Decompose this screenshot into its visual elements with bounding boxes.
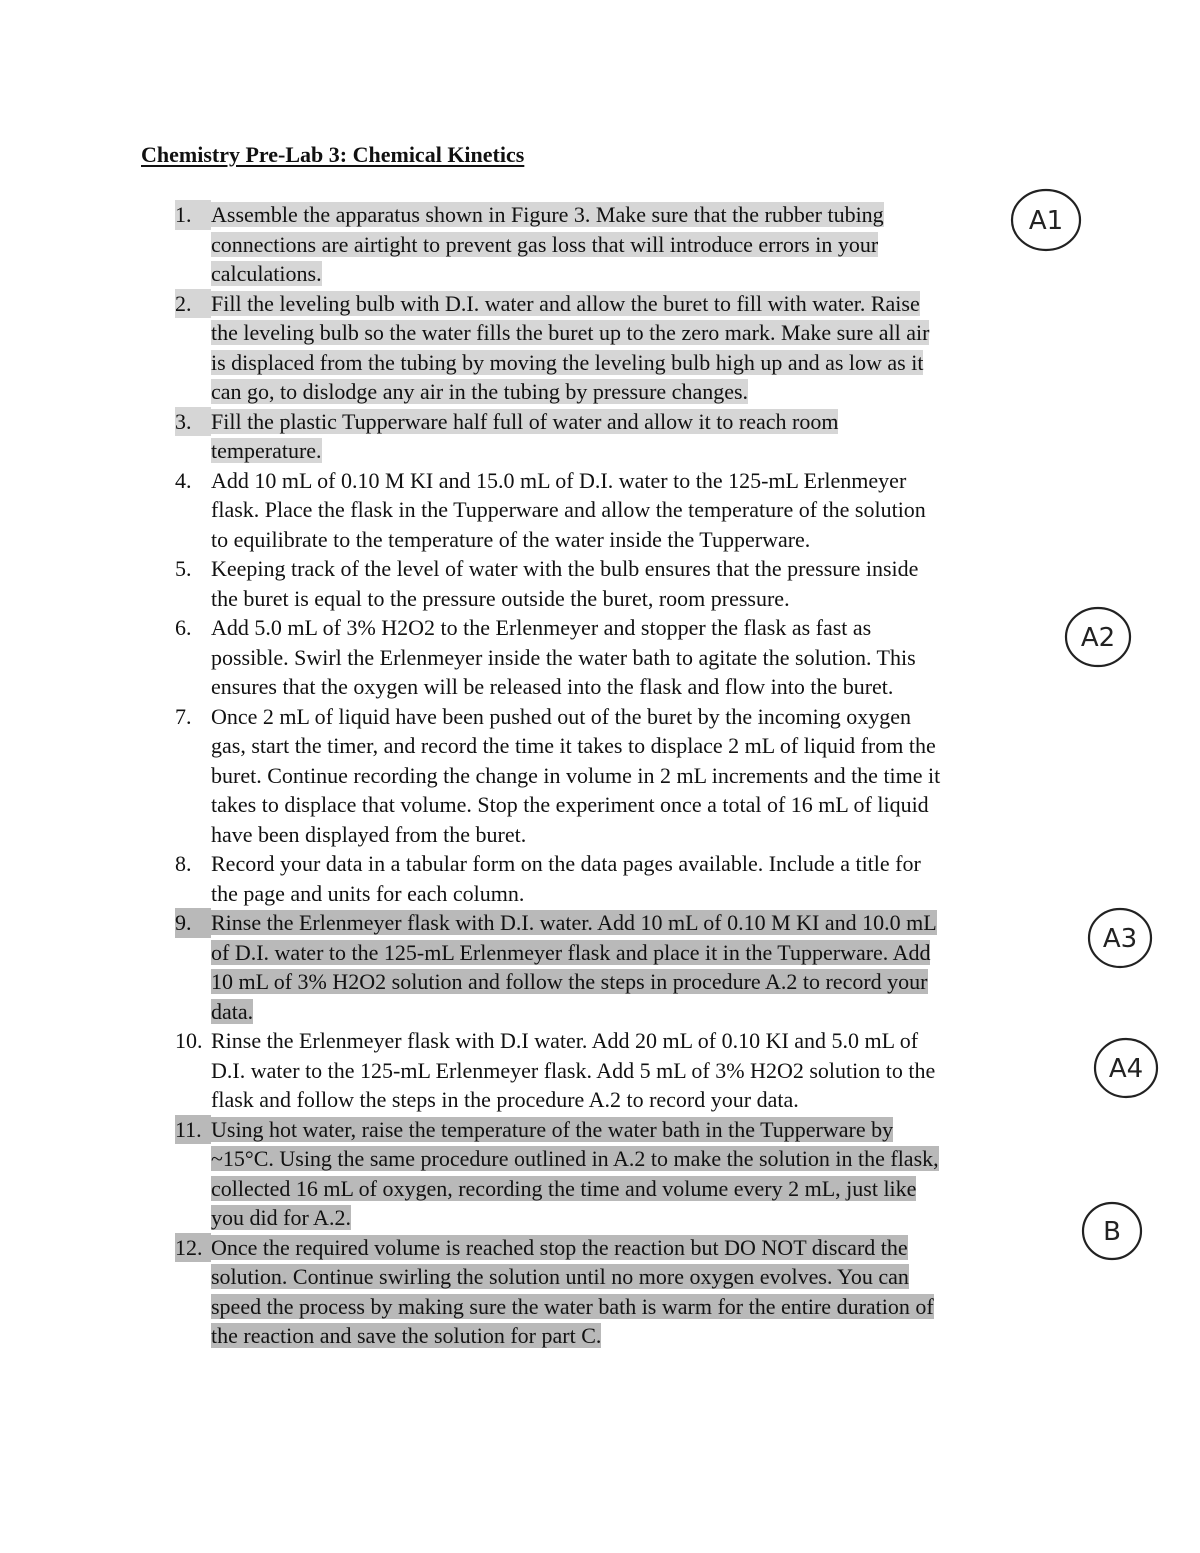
step-number: 10. xyxy=(175,1028,203,1053)
step-number: 9. xyxy=(175,908,211,938)
step-text xyxy=(211,613,1081,702)
step-line xyxy=(211,289,1081,319)
step-line xyxy=(211,790,1081,820)
step-line xyxy=(211,997,1081,1027)
step-line-text: D.I. water to the 125-mL Erlenmeyer flask. Add 5 mL of 3% H2O2 solution to the xyxy=(211,1057,936,1083)
step-line-text: speed the process by making sure the water bath is warm for the entire duration of xyxy=(211,1293,934,1319)
step-line xyxy=(211,643,1081,673)
step-line-text: the reaction and save the solution for part C. xyxy=(211,1323,602,1348)
step-text xyxy=(211,1026,1081,1115)
step-line-text: takes to displace that volume. Stop the experiment once a total of 16 mL of liquid xyxy=(211,792,929,817)
document-title: Chemistry Pre-Lab 3: Chemical Kinetics xyxy=(141,142,525,167)
step-line-text: Fill the plastic Tupperware half full of water and allow it to reach room xyxy=(211,408,839,434)
step-line-text: buret. Continue recording the change in volume in 2 mL increments and the time it xyxy=(211,762,941,788)
step-line xyxy=(211,259,1081,289)
step-text xyxy=(211,554,1081,613)
step-line xyxy=(211,348,1081,378)
step-line xyxy=(211,1026,1081,1056)
procedure-list xyxy=(0,200,1200,1351)
step-line xyxy=(211,879,1081,909)
step-line xyxy=(211,761,1081,791)
step-line xyxy=(211,1085,1081,1115)
step-line xyxy=(211,466,1081,496)
step-line-text: Once 2 mL of liquid have been pushed out of the buret by the incoming oxygen xyxy=(211,703,911,729)
procedure-step-4 xyxy=(0,466,1200,555)
step-text xyxy=(211,200,1081,289)
step-line xyxy=(211,820,1081,850)
step-line xyxy=(211,318,1081,348)
procedure-step-7 xyxy=(0,702,1200,850)
step-line-text: Record your data in a tabular form on the data pages available. Include a title for xyxy=(211,851,921,876)
step-line xyxy=(211,554,1081,584)
step-number: 12. xyxy=(175,1233,211,1263)
procedure-step-2 xyxy=(0,289,1200,407)
procedure-step-11 xyxy=(0,1115,1200,1233)
step-line-text: flask. Place the flask in the Tupperware and allow the temperature of the solution xyxy=(211,497,926,522)
step-line-text: ensures that the oxygen will be released into the flask and flow into the buret. xyxy=(211,674,894,699)
step-line xyxy=(211,495,1081,525)
procedure-step-3 xyxy=(0,407,1200,466)
step-number: 4. xyxy=(175,467,192,493)
step-line xyxy=(211,938,1081,968)
annotation-label-b: B xyxy=(1103,1217,1121,1247)
step-line-text: collected 16 mL of oxygen, recording the time and volume every 2 mL, just like xyxy=(211,1175,917,1201)
annotation-label-a4: A4 xyxy=(1108,1054,1144,1084)
step-number: 1. xyxy=(175,200,211,230)
step-line-text: flask and follow the steps in the procedure A.2 to record your data. xyxy=(211,1087,799,1112)
step-line xyxy=(211,613,1081,643)
step-line-text: have been displayed from the buret. xyxy=(211,821,527,847)
step-text xyxy=(211,407,1081,466)
step-line xyxy=(211,230,1081,260)
step-line xyxy=(211,377,1081,407)
step-line xyxy=(211,436,1081,466)
step-line xyxy=(211,672,1081,702)
annotation-label-a1: A1 xyxy=(1028,206,1064,236)
step-number: 7. xyxy=(175,703,192,729)
step-text xyxy=(211,1115,1081,1233)
step-line-text: Using hot water, raise the temperature of the water bath in the Tupperware by xyxy=(211,1116,894,1142)
procedure-step-5 xyxy=(0,554,1200,613)
step-line xyxy=(211,1174,1081,1204)
step-line xyxy=(211,525,1081,555)
step-number: 11. xyxy=(175,1115,211,1145)
step-text xyxy=(211,849,1081,908)
step-line-text: connections are airtight to prevent gas loss that will introduce errors in your xyxy=(211,231,879,257)
step-number: 8. xyxy=(175,851,192,876)
step-text xyxy=(211,702,1081,850)
step-line xyxy=(211,702,1081,732)
step-number: 3. xyxy=(175,407,211,437)
annotation-label-a3: A3 xyxy=(1102,924,1138,954)
step-line-text: Fill the leveling bulb with D.I. water and allow the buret to fill with water. Raise xyxy=(211,290,920,316)
procedure-step-12 xyxy=(0,1233,1200,1351)
step-number: 5. xyxy=(175,556,192,581)
step-line-text: calculations. xyxy=(211,261,322,286)
step-line-text: Rinse the Erlenmeyer flask with D.I. water. Add 10 mL of 0.10 M KI and 10.0 mL xyxy=(211,910,937,935)
step-line-text: ~15°C. Using the same procedure outlined in A.2 to make the solution in the flask, xyxy=(211,1146,939,1171)
step-line-text: to equilibrate to the temperature of the water inside the Tupperware. xyxy=(211,526,811,552)
step-line-text: possible. Swirl the Erlenmeyer inside the water bath to agitate the solution. This xyxy=(211,644,916,670)
step-number: 6. xyxy=(175,615,192,640)
step-line xyxy=(211,1262,1081,1292)
step-line xyxy=(211,584,1081,614)
step-text xyxy=(211,1233,1081,1351)
step-line xyxy=(211,1144,1081,1174)
step-line xyxy=(211,1056,1081,1086)
step-text xyxy=(211,289,1081,407)
step-line-text: solution. Continue swirling the solution until no more oxygen evolves. You can xyxy=(211,1264,909,1289)
step-line-text: Add 10 mL of 0.10 M KI and 15.0 mL of D.I. water to the 125-mL Erlenmeyer xyxy=(211,467,907,493)
step-text xyxy=(211,466,1081,555)
procedure-step-1 xyxy=(0,200,1200,289)
step-line-text: the page and units for each column. xyxy=(211,880,525,906)
step-number: 2. xyxy=(175,289,211,319)
step-line xyxy=(211,1233,1081,1263)
step-line xyxy=(211,849,1081,879)
procedure-step-10 xyxy=(0,1026,1200,1115)
procedure-step-9 xyxy=(0,908,1200,1026)
step-line-text: gas, start the timer, and record the time it takes to displace 2 mL of liquid from the xyxy=(211,733,936,758)
step-line-text: you did for A.2. xyxy=(211,1205,351,1230)
step-line xyxy=(211,407,1081,437)
step-line xyxy=(211,1203,1081,1233)
step-line xyxy=(211,200,1081,230)
step-line xyxy=(211,1292,1081,1322)
step-line-text: temperature. xyxy=(211,438,322,463)
step-line xyxy=(211,908,1081,938)
step-line xyxy=(211,967,1081,997)
step-line-text: Rinse the Erlenmeyer flask with D.I water. Add 20 mL of 0.10 KI and 5.0 mL of xyxy=(211,1028,919,1053)
step-line-text: data. xyxy=(211,998,254,1024)
step-line-text: 10 mL of 3% H2O2 solution and follow the steps in procedure A.2 to record your xyxy=(211,969,928,994)
procedure-step-6 xyxy=(0,613,1200,702)
step-line-text: Assemble the apparatus shown in Figure 3. Make sure that the rubber tubing xyxy=(211,202,884,227)
annotation-label-a2: A2 xyxy=(1080,623,1116,653)
step-line xyxy=(211,731,1081,761)
procedure-step-8 xyxy=(0,849,1200,908)
step-line-text: of D.I. water to the 125-mL Erlenmeyer flask and place it in the Tupperware. Add xyxy=(211,939,931,965)
step-line-text: can go, to dislodge any air in the tubing by pressure changes. xyxy=(211,379,749,404)
step-text xyxy=(211,908,1081,1026)
step-line-text: Once the required volume is reached stop the reaction but DO NOT discard the xyxy=(211,1234,908,1260)
step-line-text: Keeping track of the level of water with the bulb ensures that the pressure inside xyxy=(211,556,919,581)
step-line-text: Add 5.0 mL of 3% H2O2 to the Erlenmeyer and stopper the flask as fast as xyxy=(211,615,872,640)
step-line xyxy=(211,1115,1081,1145)
step-line-text: the buret is equal to the pressure outside the buret, room pressure. xyxy=(211,585,790,611)
step-line xyxy=(211,1321,1081,1351)
step-line-text: the leveling bulb so the water fills the buret up to the zero mark. Make sure all air xyxy=(211,320,930,345)
step-line-text: is displaced from the tubing by moving the leveling bulb high up and as low as it xyxy=(211,349,924,375)
